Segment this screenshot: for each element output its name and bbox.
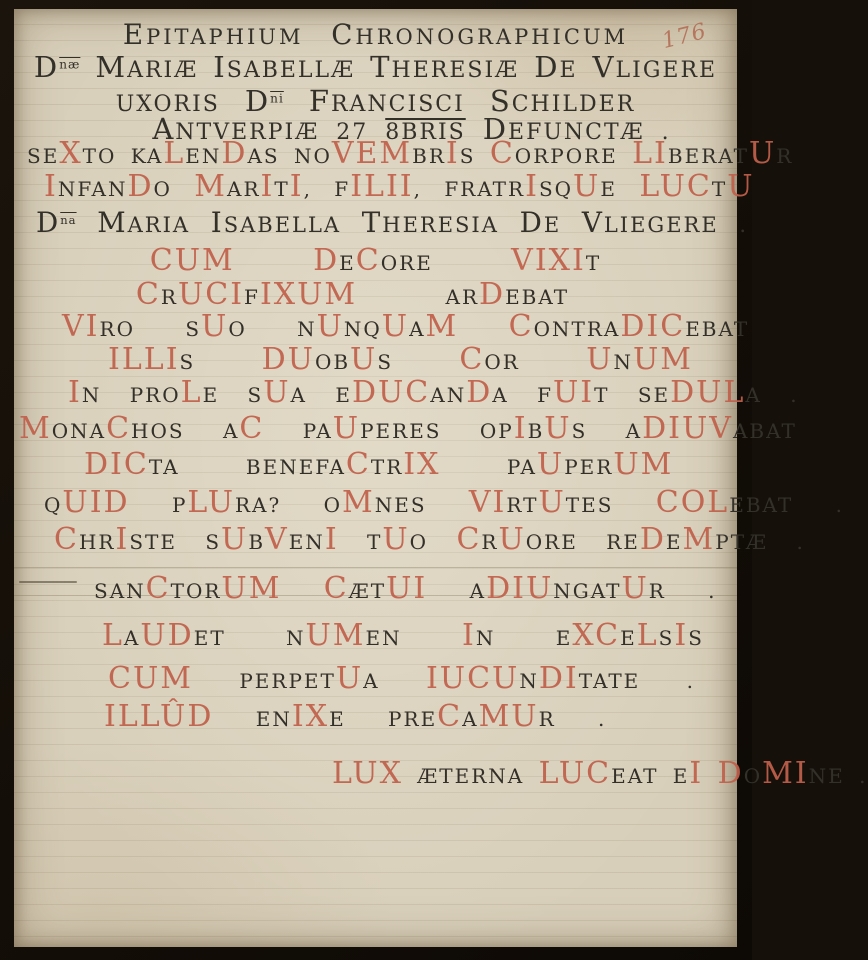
chronogram-red-letters: C — [239, 411, 265, 446]
ink-letters: A — [409, 317, 426, 341]
ink-letters: EBAT — [505, 285, 570, 309]
ink-letters — [458, 317, 508, 341]
chronogram-red-letters: U — [573, 169, 601, 204]
ink-letters: E — [559, 58, 593, 83]
chronogram-red-letters: U — [201, 309, 229, 344]
manuscript-line-chronogram-13 — [102, 618, 704, 653]
chronogram-red-letters: U — [350, 342, 378, 377]
chronogram-red-letters: C — [508, 309, 534, 344]
ink-letters: PERPET — [239, 669, 336, 693]
page-number-annotation: 176 — [659, 18, 710, 55]
manuscript-line-chronogram-3 — [14, 243, 737, 278]
ink-letters: T — [370, 50, 392, 84]
ink-letters: D — [36, 206, 61, 239]
ink-letters: . — [661, 120, 671, 145]
ink-letters: OP — [479, 419, 514, 443]
chronogram-red-letters: I — [689, 756, 704, 791]
ink-letters: PERES — [360, 419, 480, 443]
chronogram-red-letters: I — [289, 169, 304, 204]
ink-letters: O — [743, 764, 763, 788]
chronogram-red-letters: U — [381, 309, 410, 344]
ink-letters: SAN — [94, 579, 146, 603]
ink-letters: SABELLÆ — [226, 58, 371, 83]
chronogram-red-letters: LUX — [332, 756, 403, 791]
chronogram-red-letters: M — [342, 485, 375, 520]
ink-letters: ni — [270, 91, 284, 106]
chronogram-red-letters: DIU — [486, 571, 554, 606]
chronogram-red-letters: C — [459, 342, 485, 377]
ink-letters: AR — [227, 177, 261, 201]
ink-letters — [213, 707, 255, 731]
ink-letters — [403, 764, 417, 788]
chronogram-red-letters: L — [102, 618, 124, 653]
ink-letters: EN — [255, 707, 292, 731]
ink-letters: E — [202, 383, 248, 407]
ink-letters — [284, 92, 309, 117]
chronogram-red-letters: IUCU — [425, 661, 520, 696]
chronogram-red-letters: I — [324, 522, 339, 557]
chronogram-red-letters: V — [265, 522, 289, 557]
chronogram-red-letters: C — [54, 522, 79, 557]
chronogram-red-letters: C — [437, 699, 463, 734]
chronogram-red-letters: C — [323, 571, 349, 606]
chronogram-red-letters: U — [536, 447, 565, 482]
ink-letters: F — [334, 177, 351, 201]
ink-letters: A — [427, 579, 487, 603]
ink-letters: O — [228, 317, 298, 341]
chronogram-red-letters: DIC — [620, 309, 686, 344]
ink-letters: N — [475, 626, 556, 650]
ink-letters: T — [711, 177, 728, 201]
ink-letters: EAT — [611, 764, 673, 788]
ink-letters: PA — [264, 419, 333, 443]
ink-letters: ONTRA — [533, 317, 621, 341]
chronogram-red-letters: C — [489, 136, 515, 171]
chronogram-red-letters: U — [316, 309, 344, 344]
ink-letters: A — [290, 383, 336, 407]
chronogram-red-letters: I — [674, 618, 689, 653]
chronogram-red-letters: I — [44, 169, 58, 204]
ink-letters: næ — [59, 57, 81, 72]
chronogram-red-letters: UID — [62, 485, 130, 520]
chronogram-red-letters: LUC — [639, 169, 712, 204]
chronogram-red-letters: DI — [538, 661, 579, 696]
ink-letters: F — [244, 285, 260, 309]
ink-letters: NFAN — [57, 177, 128, 201]
chronogram-red-letters: C — [135, 277, 161, 312]
chronogram-red-letters: U — [586, 342, 614, 377]
ink-letters: I — [210, 206, 224, 239]
chronogram-red-letters: MU — [478, 699, 539, 734]
ink-letters: N — [81, 383, 130, 407]
ink-letters: EBAT — [729, 493, 836, 517]
chronogram-red-letters: C — [145, 571, 171, 606]
ink-letters: S — [205, 530, 222, 554]
chronogram-red-letters: D — [313, 243, 340, 278]
ink-letters: M — [95, 50, 128, 84]
manuscript-line-chronogram-15 — [104, 699, 607, 734]
ink-letters: N — [286, 626, 306, 650]
ink-letters: S — [489, 84, 512, 118]
ink-letters: R — [776, 144, 794, 168]
ink-letters: BENEFA — [245, 455, 346, 479]
ink-letters: E — [672, 764, 690, 788]
ink-letters — [281, 579, 323, 603]
manuscript-line-chronogram-11 — [54, 522, 805, 557]
ink-letters: PRO — [129, 383, 181, 407]
ink-letters: S — [179, 350, 262, 374]
ink-letters: T — [585, 251, 602, 275]
ink-letters: , — [303, 177, 335, 201]
chronogram-red-letters: DUL — [670, 375, 746, 410]
ink-letters: ET — [193, 626, 287, 650]
ink-letters: D — [534, 50, 560, 84]
chronogram-red-letters: L — [180, 375, 203, 410]
ink-letters: A — [492, 383, 538, 407]
ink-letters: ARIÆ — [127, 58, 214, 83]
chronogram-red-letters: D — [479, 277, 506, 312]
manuscript-line-name-line — [36, 206, 749, 239]
chronogram-red-letters: VEM — [331, 136, 413, 171]
chronogram-red-letters: ILII — [350, 169, 414, 204]
ink-letters: P — [129, 493, 188, 517]
chronogram-red-letters: U — [263, 375, 291, 410]
ink-letters: S — [377, 350, 460, 374]
chronogram-red-letters: M — [194, 169, 227, 204]
ink-letters — [77, 213, 98, 237]
ink-letters: EN — [185, 144, 222, 168]
ink-letters: NQ — [343, 317, 382, 341]
chronogram-red-letters: I — [513, 411, 528, 446]
ink-letters: PA — [440, 455, 537, 479]
chronogram-red-letters: LU — [187, 485, 235, 520]
ink-letters: SE — [637, 383, 671, 407]
chronogram-red-letters: D — [639, 522, 666, 557]
ink-letters: A — [745, 383, 791, 407]
ink-letters: FRATR — [444, 177, 526, 201]
ink-letters: EN — [365, 626, 462, 650]
chronogram-red-letters: DIUV — [642, 411, 733, 446]
chronogram-red-letters: U — [748, 136, 777, 171]
ink-letters: I — [213, 50, 227, 84]
chronogram-red-letters: X — [59, 136, 83, 171]
ink-letters: T — [361, 206, 383, 239]
ink-letters: S — [185, 317, 202, 341]
ink-letters: NTVERPIÆ 27 — [175, 120, 386, 145]
chronogram-red-letters: U — [498, 522, 526, 557]
ink-letters: T — [338, 530, 383, 554]
ink-letters: S — [688, 626, 704, 650]
manuscript-line-chronogram-2 — [44, 169, 755, 204]
ink-letters: D — [482, 112, 509, 146]
chronogram-red-letters: I — [462, 618, 476, 653]
chronogram-red-letters: IX — [403, 447, 441, 482]
ink-letters: RT — [506, 493, 539, 517]
ink-letters: AN — [430, 383, 467, 407]
chronogram-red-letters: UD — [140, 618, 194, 653]
chronogram-red-letters: D — [127, 169, 154, 204]
ink-letters: NGAT — [553, 579, 622, 603]
ink-letters: O — [323, 493, 342, 517]
ink-letters: AR — [357, 285, 480, 309]
ink-letters: 8BRIS — [385, 120, 466, 145]
ink-letters: . — [790, 383, 799, 407]
ink-letters: OB — [314, 350, 351, 374]
ink-letters: R — [160, 285, 178, 309]
ink-letters: TR — [370, 455, 404, 479]
chronogram-red-letters: VI — [468, 485, 507, 520]
ink-letters: OR — [484, 350, 587, 374]
ink-letters: E — [600, 177, 640, 201]
ink-letters: . — [859, 764, 868, 788]
ink-letters: S — [247, 383, 264, 407]
chronogram-red-letters: C — [456, 522, 482, 557]
ink-letters: . — [796, 530, 805, 554]
ink-letters: R — [481, 530, 499, 554]
chronogram-red-letters: D — [466, 375, 493, 410]
ink-letters: O — [153, 177, 195, 201]
chronogram-red-letters: ILLI — [108, 342, 180, 377]
ink-letters: TES — [565, 493, 656, 517]
chronogram-red-letters: UM — [305, 618, 366, 653]
chronogram-red-letters: U — [221, 522, 249, 557]
ink-letters: HERESIA — [382, 213, 520, 237]
chronogram-red-letters: COL — [655, 485, 730, 520]
chronogram-red-letters: MI — [762, 756, 809, 791]
ink-letters: A — [363, 669, 426, 693]
chronogram-red-letters: UI — [386, 571, 428, 606]
ink-letters: E — [339, 251, 356, 275]
ink-letters: D — [519, 206, 544, 239]
ink-letters: C — [331, 18, 356, 51]
chronogram-red-letters: M — [425, 309, 459, 344]
ink-letters: ORPORE — [514, 144, 633, 168]
ink-letters: PTÆ — [715, 530, 797, 554]
manuscript-line-dedication-name — [14, 50, 737, 84]
ink-letters: ORE — [525, 530, 607, 554]
chronogram-red-letters: VI — [62, 309, 100, 344]
ink-letters: HR — [78, 530, 116, 554]
chronogram-red-letters: L — [636, 618, 659, 653]
ink-letters: UXORIS — [115, 92, 245, 117]
chronogram-red-letters: I — [115, 522, 130, 557]
ink-letters: E — [543, 213, 582, 237]
ink-letters: TOR — [170, 579, 222, 603]
ink-letters: HRONOGRAPHICUM — [355, 25, 629, 49]
ink-letters: LIEGERE — [603, 213, 740, 237]
ink-letters: A — [123, 626, 141, 650]
ink-letters: S — [571, 419, 626, 443]
chronogram-red-letters: DU — [261, 342, 315, 377]
manuscript-line-chronogram-7 — [68, 375, 799, 410]
ink-letters: S — [658, 626, 675, 650]
ink-letters: . — [598, 707, 607, 731]
ink-letters: LIGERE — [615, 58, 718, 83]
chronogram-red-letters: I — [525, 169, 539, 204]
chronogram-red-letters: M — [19, 411, 52, 446]
chronogram-red-letters: LI — [632, 136, 668, 171]
chronogram-red-letters: DUC — [351, 375, 431, 410]
chronogram-red-letters: U — [621, 571, 649, 606]
chronogram-red-letters: C — [345, 447, 371, 482]
chronogram-red-letters: ILLÛD — [104, 699, 214, 734]
ink-letters: ÆT — [348, 579, 387, 603]
manuscript-page — [14, 9, 868, 947]
ink-letters: R — [538, 707, 599, 731]
chronogram-red-letters: I — [260, 169, 275, 204]
ink-letters: D — [244, 84, 271, 118]
ink-letters: A — [625, 419, 643, 443]
chronogram-red-letters: C — [355, 243, 381, 278]
ink-letters: V — [592, 50, 616, 84]
manuscript-text-block — [14, 9, 868, 947]
ink-letters: RANCISCI — [330, 92, 490, 117]
ink-letters: ÆTERNA — [417, 764, 539, 788]
ink-letters: . — [686, 669, 695, 693]
manuscript-line-title — [14, 18, 737, 51]
chronogram-red-letters: U — [544, 411, 572, 446]
chronogram-red-letters: U — [335, 661, 364, 696]
ink-letters: A — [222, 419, 240, 443]
ink-letters: . — [739, 213, 749, 237]
ink-letters — [235, 251, 313, 275]
ink-letters: PER — [564, 455, 614, 479]
chronogram-red-letters: U — [538, 485, 566, 520]
manuscript-line-chronogram-8 — [19, 411, 797, 446]
manuscript-line-chronogram-12 — [94, 571, 717, 606]
ink-letters: Q — [44, 493, 63, 517]
ink-letters: PRE — [388, 707, 438, 731]
ink-letters: A — [462, 707, 479, 731]
chronogram-red-letters: IXUM — [259, 277, 358, 312]
ink-letters: E — [329, 707, 389, 731]
ink-letters: TO KA — [82, 144, 164, 168]
ink-letters: E — [620, 626, 637, 650]
ink-letters: F — [537, 383, 553, 407]
chronogram-red-letters: IX — [291, 699, 330, 734]
ink-letters: O — [409, 530, 457, 554]
chronogram-red-letters: CUM — [108, 661, 193, 696]
chronogram-red-letters: U — [332, 411, 361, 446]
ink-letters: ORE — [380, 251, 512, 275]
chronogram-red-letters: UCI — [177, 277, 245, 312]
ink-letters: HERESIÆ — [391, 58, 535, 83]
ink-letters: na — [60, 213, 77, 227]
chronogram-red-letters: D — [717, 756, 744, 791]
ink-letters: BR — [412, 144, 446, 168]
chronogram-red-letters: VIXI — [511, 243, 586, 278]
ink-letters: CHILDER — [511, 92, 636, 117]
ink-letters: AS NO — [247, 144, 332, 168]
ink-letters: M — [97, 206, 128, 239]
manuscript-line-chronogram-14 — [108, 661, 695, 696]
ink-letters: RO — [99, 317, 186, 341]
ink-letters: T — [274, 177, 290, 201]
ink-letters: N — [297, 317, 317, 341]
chronogram-red-letters: CUM — [149, 243, 235, 278]
chronogram-red-letters: L — [163, 136, 186, 171]
chronogram-red-letters: LUC — [538, 756, 612, 791]
ink-letters: N — [519, 669, 539, 693]
ink-letters: F — [308, 84, 331, 118]
chronogram-red-letters: I — [445, 136, 460, 171]
ink-letters: E — [555, 626, 573, 650]
ink-letters: SABELLA — [223, 213, 362, 237]
ink-letters: S — [459, 144, 490, 168]
ink-letters — [193, 669, 239, 693]
chronogram-red-letters: DIC — [84, 447, 149, 482]
ink-letters: SE — [27, 144, 60, 168]
ink-letters: . — [708, 579, 717, 603]
ink-letters: V — [581, 206, 604, 239]
ink-letters: TATE — [578, 669, 687, 693]
ink-letters: NE — [808, 764, 860, 788]
ink-letters: R — [648, 579, 709, 603]
ink-letters: N — [613, 350, 633, 374]
chronogram-red-letters: XC — [572, 618, 621, 653]
chronogram-red-letters: UI — [552, 375, 595, 410]
ink-letters: T — [594, 383, 638, 407]
ink-letters: , — [413, 177, 445, 201]
ink-letters: E — [335, 383, 352, 407]
ink-letters: HOS — [131, 419, 223, 443]
chronogram-red-letters: I — [68, 375, 82, 410]
chronogram-red-letters: M — [682, 522, 716, 557]
ink-letters: TA — [148, 455, 246, 479]
manuscript-line-dedication-husband — [14, 84, 737, 118]
ink-letters: BERAT — [667, 144, 749, 168]
manuscript-line-chronogram-10 — [44, 485, 844, 520]
ink-letters: RA? — [235, 493, 324, 517]
manuscript-line-chronogram-6 — [108, 342, 693, 377]
chronogram-red-letters: C — [106, 411, 132, 446]
chronogram-red-letters: D — [221, 136, 248, 171]
ink-letters: RE — [606, 530, 640, 554]
ink-letters: ARIA — [127, 213, 211, 237]
ink-letters: B — [527, 419, 545, 443]
ink-letters: EN — [288, 530, 325, 554]
ink-letters: D — [33, 50, 60, 84]
ink-letters: PITAPHIUM — [146, 25, 332, 49]
ink-letters: . — [835, 493, 844, 517]
chronogram-red-letters: UM — [613, 447, 674, 482]
chronogram-red-letters: UM — [632, 342, 693, 377]
chronogram-red-letters: U — [727, 169, 755, 204]
ink-letters: E — [122, 18, 147, 51]
chronogram-red-letters: U — [382, 522, 410, 557]
manuscript-line-chronogram-4 — [14, 277, 737, 312]
ink-letters: E — [665, 530, 683, 554]
ink-letters — [703, 764, 717, 788]
ink-letters: A — [152, 112, 176, 146]
ink-letters: B — [248, 530, 266, 554]
ink-letters: EFUNCTÆ — [508, 120, 662, 145]
ink-letters: ABAT — [732, 419, 797, 443]
manuscript-line-chronogram-5 — [62, 309, 750, 344]
ink-letters: STE — [129, 530, 206, 554]
chronogram-red-letters: UM — [221, 571, 282, 606]
manuscript-line-closing-prayer — [332, 756, 868, 791]
ink-letters — [80, 58, 95, 83]
ink-letters: NES — [374, 493, 469, 517]
ink-letters: EBAT — [685, 317, 750, 341]
ink-letters: ONA — [51, 419, 107, 443]
ink-letters: SQ — [538, 177, 574, 201]
manuscript-line-chronogram-1 — [27, 136, 794, 171]
manuscript-line-chronogram-9 — [84, 447, 674, 482]
